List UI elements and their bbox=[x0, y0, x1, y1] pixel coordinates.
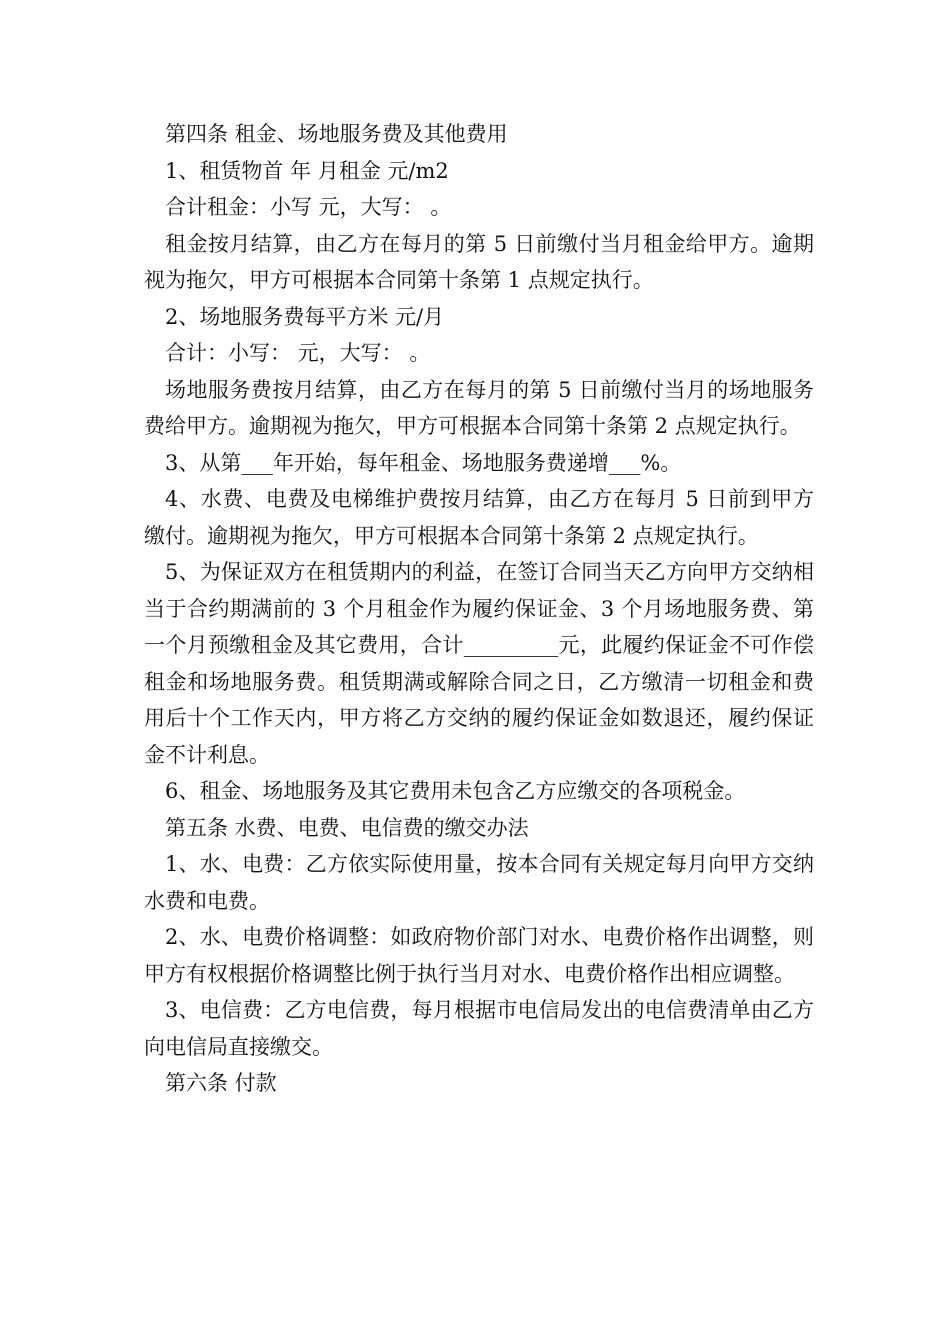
article-4-heading: 第四条 租金、场地服务费及其他费用 bbox=[165, 122, 508, 146]
article-5-heading: 第五条 水费、电费、电信费的缴交办法 bbox=[165, 815, 529, 840]
paragraph-utility-fees: 4、水费、电费及电梯维护费按月结算，由乙方在每月 5 日前到甲方缴付。逾期视为拖欠，甲方可根据本合同第十条第 2 点规定执行。 bbox=[144, 487, 814, 548]
paragraph-taxes: 6、租金、场地服务及其它费用未包含乙方应缴交的各项税金。 bbox=[165, 779, 746, 803]
paragraph-annual-increase: 3、从第___年开始，每年租金、场地服务费递增___%。 bbox=[165, 450, 682, 475]
paragraph-telecom: 3、电信费：乙方电信费，每月根据市电信局发出的电信费清单由乙方向电信局直接缴交。 bbox=[144, 998, 814, 1059]
paragraph-service-fee-total: 合计：小写： 元，大写： 。 bbox=[165, 341, 431, 365]
paragraph-service-fee-settlement: 场地服务费按月结算，由乙方在每月的第 5 日前缴付当月的场地服务费给甲方。逾期视为拖欠，甲方可根据本合同第十条第 2 点规定执行。 bbox=[144, 377, 814, 438]
article-6-heading: 第六条 付款 bbox=[165, 1071, 277, 1095]
paragraph-service-fee-rate: 2、场地服务费每平方米 元/月 bbox=[165, 304, 445, 329]
paragraph-rent-total: 合计租金：小写 元，大写： 。 bbox=[165, 195, 452, 219]
paragraph-deposit: 5、为保证双方在租赁期内的利益，在签订合同当天乙方向甲方交纳相当于合约期满前的 3 个月租金作为履约保证金、3 个月场地服务费、第一个月预缴租金及其它费用，合计_________元，此履约保证金不可作偿租金和场地服务费。租赁期满或解除合同之日，乙方缴清一切租金和费用后十个工作天内，甲方将乙方交纳的履约保证金如数退还，履约保证金不计利息。 bbox=[144, 560, 814, 767]
paragraph-rent-rate: 1、租赁物首 年 月租金 元/m2 bbox=[165, 158, 449, 183]
document-body bbox=[144, 116, 814, 1102]
paragraph-price-adjustment: 2、水、电费价格调整：如政府物价部门对水、电费价格作出调整，则甲方有权根据价格调整比例于执行当月对水、电费价格作出相应调整。 bbox=[144, 925, 814, 986]
paragraph-rent-settlement: 租金按月结算，由乙方在每月的第 5 日前缴付当月租金给甲方。逾期视为拖欠，甲方可根据本合同第十条第 1 点规定执行。 bbox=[144, 231, 814, 292]
paragraph-water-electric: 1、水、电费：乙方依实际使用量，按本合同有关规定每月向甲方交纳水费和电费。 bbox=[144, 852, 814, 913]
